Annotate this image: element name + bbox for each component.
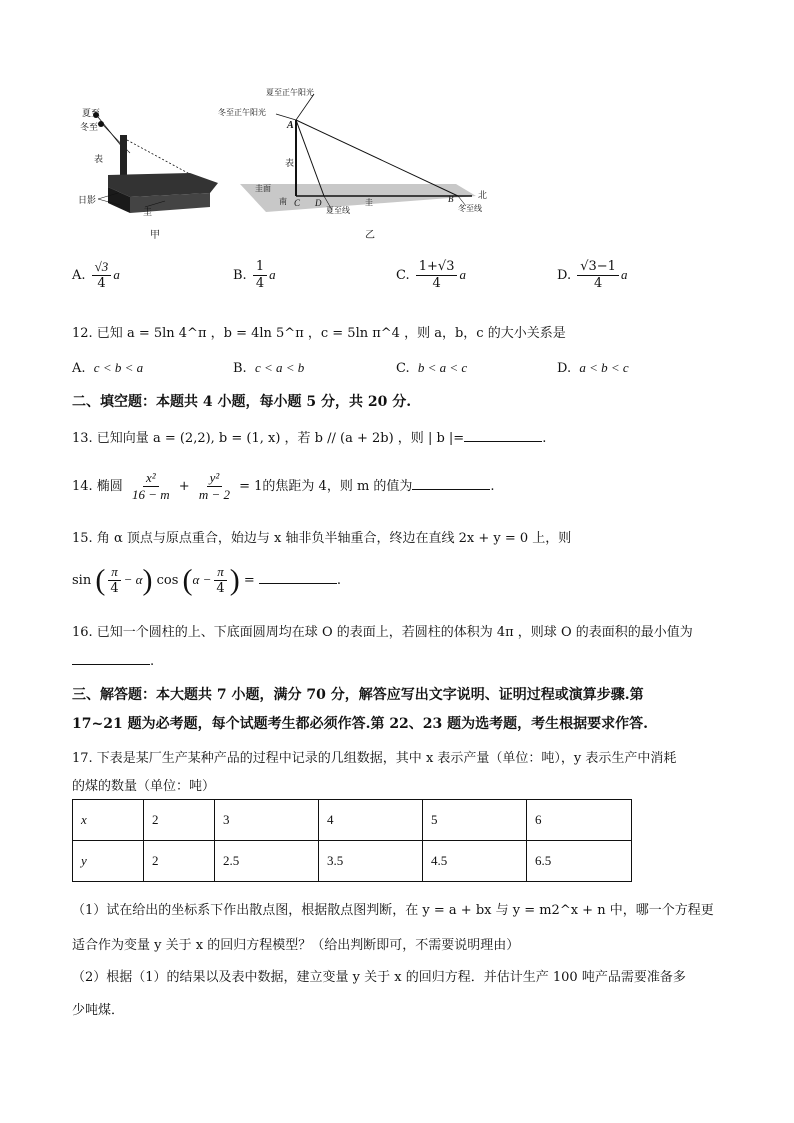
q14-answer-blank[interactable] bbox=[412, 477, 490, 490]
label-summer: 夏至 bbox=[82, 109, 101, 119]
table-cell: 6.5 bbox=[527, 841, 632, 882]
point-C: C bbox=[294, 198, 301, 208]
q16-answer: . bbox=[72, 652, 154, 669]
label-north: 北 bbox=[478, 191, 488, 201]
q15-line1: 15. 角 α 顶点与原点重合，始边与 x 轴非负半轴重合，终边在直线 2x + y = 0 上，则 bbox=[72, 531, 572, 546]
label-winter: 冬至 bbox=[80, 123, 99, 133]
q11-option-d[interactable]: D. $\frac{√3-1}{4}$ a bbox=[557, 259, 628, 291]
label-biao: 表 bbox=[94, 155, 104, 165]
label-guimian: 圭面 bbox=[255, 184, 271, 193]
label-yi-biao: 表 bbox=[285, 159, 295, 169]
q11-option-c[interactable]: C. $\frac{1+√3}{4}$ a bbox=[396, 259, 466, 291]
q12-option-b[interactable]: B. c < a < b bbox=[233, 360, 305, 376]
q13-answer-blank[interactable] bbox=[464, 429, 542, 442]
q17-part2-line2: 少吨煤． bbox=[72, 1003, 125, 1018]
section-2-heading: 二、填空题：本题共 4 小题，每小题 5 分，共 20 分. bbox=[72, 394, 412, 410]
q12-option-d[interactable]: D. a < b < c bbox=[557, 360, 629, 376]
caption-jia: 甲 bbox=[150, 230, 160, 241]
q12-stem: 12. 已知 a = 5ln 4^π ，b = 4ln 5^π ，c = 5ln π^4 ，则 a，b，c 的大小关系是 bbox=[72, 326, 566, 341]
q15-answer-blank[interactable] bbox=[259, 571, 337, 584]
table-cell: 6 bbox=[527, 800, 632, 841]
table-row bbox=[73, 800, 632, 841]
table-cell: 2 bbox=[144, 800, 215, 841]
q17-part1-line1: （1）试在给出的坐标系下作出散点图，根据散点图判断，在 y = a + bx 与 y = m2^x + n 中，哪一个方程更 bbox=[72, 903, 714, 918]
q16: 16. 已知一个圆柱的上、下底面圆周均在球 O 的表面上，若圆柱的体积为 4π ，则球 O 的表面积的最小值为 bbox=[72, 625, 693, 640]
label-yi-gui: 圭 bbox=[365, 198, 373, 207]
gnomon-post bbox=[120, 135, 127, 175]
q13: 13. 已知向量 a = (2,2), b = (1, x) ，若 b // (a + 2b) ，则 | b |= . bbox=[72, 431, 547, 446]
q12-option-a[interactable]: A. c < b < a bbox=[72, 360, 144, 376]
table-cell: 4 bbox=[319, 800, 423, 841]
sun-winter-icon bbox=[98, 121, 104, 127]
table-cell: x bbox=[73, 800, 144, 841]
q11-option-a[interactable]: A. $\frac{√3}{4}$ a bbox=[72, 259, 120, 291]
caption-yi: 乙 bbox=[365, 230, 375, 241]
label-summer-line: 夏至线 bbox=[326, 206, 350, 215]
table-cell: y bbox=[73, 841, 144, 882]
q17-line2: 的煤的数量（单位：吨） bbox=[72, 779, 216, 794]
table-cell: 4.5 bbox=[423, 841, 527, 882]
figure-yi bbox=[236, 88, 496, 238]
label-south: 南 bbox=[279, 197, 287, 206]
section-3-heading-line1: 三、解答题：本大题共 7 小题，满分 70 分，解答应写出文字说明、证明过程或演算步骤.第 bbox=[72, 687, 644, 703]
point-D: D bbox=[315, 198, 322, 208]
label-summer-light: 夏至正午阳光 bbox=[266, 88, 314, 97]
table-cell: 2 bbox=[144, 841, 215, 882]
q15-expression: sin ( $\frac{\pi}{4}$ − α) cos (α − $\frac{\pi}{4}$ ) = . bbox=[72, 563, 342, 597]
q17-part1-line2: 适合作为变量 y 关于 x 的回归方程模型？（给出判断即可，不需要说明理由） bbox=[72, 938, 520, 953]
q17-data-table bbox=[72, 799, 632, 882]
q14: 14. 椭圆 $\frac{\text{x²}}{16 - m}$ + $\frac{\text{y²}}{m - 2}$ = 1的焦距为 4，则 m 的值为 . bbox=[72, 470, 495, 502]
table-cell: 2.5 bbox=[215, 841, 319, 882]
table-cell: 3.5 bbox=[319, 841, 423, 882]
label-riying: 日影 bbox=[78, 196, 97, 206]
q11-option-b[interactable]: B. $\frac{1}{4}$ a bbox=[233, 259, 276, 291]
table-cell: 5 bbox=[423, 800, 527, 841]
label-winter-line: 冬至线 bbox=[458, 204, 482, 213]
table-cell: 3 bbox=[215, 800, 319, 841]
point-B: B bbox=[448, 194, 454, 204]
section-3-heading-line2: 17~21 题为必考题，每个试题考生都必须作答.第 22、23 题为选考题，考生根据要求作答. bbox=[72, 716, 649, 732]
q12-option-c[interactable]: C. b < a < c bbox=[396, 360, 468, 376]
point-A: A bbox=[287, 120, 294, 131]
table-row bbox=[73, 841, 632, 882]
label-winter-light: 冬至正午阳光 bbox=[218, 108, 266, 117]
q16-answer-blank[interactable] bbox=[72, 652, 150, 665]
q17-line1: 17. 下表是某厂生产某种产品的过程中记录的几组数据，其中 x 表示产量（单位：吨），y 表示生产中消耗 bbox=[72, 751, 677, 766]
q17-part2-line1: （2）根据（1）的结果以及表中数据，建立变量 y 关于 x 的回归方程．并估计生产 100 吨产品需要准备多 bbox=[72, 970, 686, 985]
gui-slab bbox=[108, 173, 218, 197]
label-gui: 圭 bbox=[143, 208, 153, 218]
